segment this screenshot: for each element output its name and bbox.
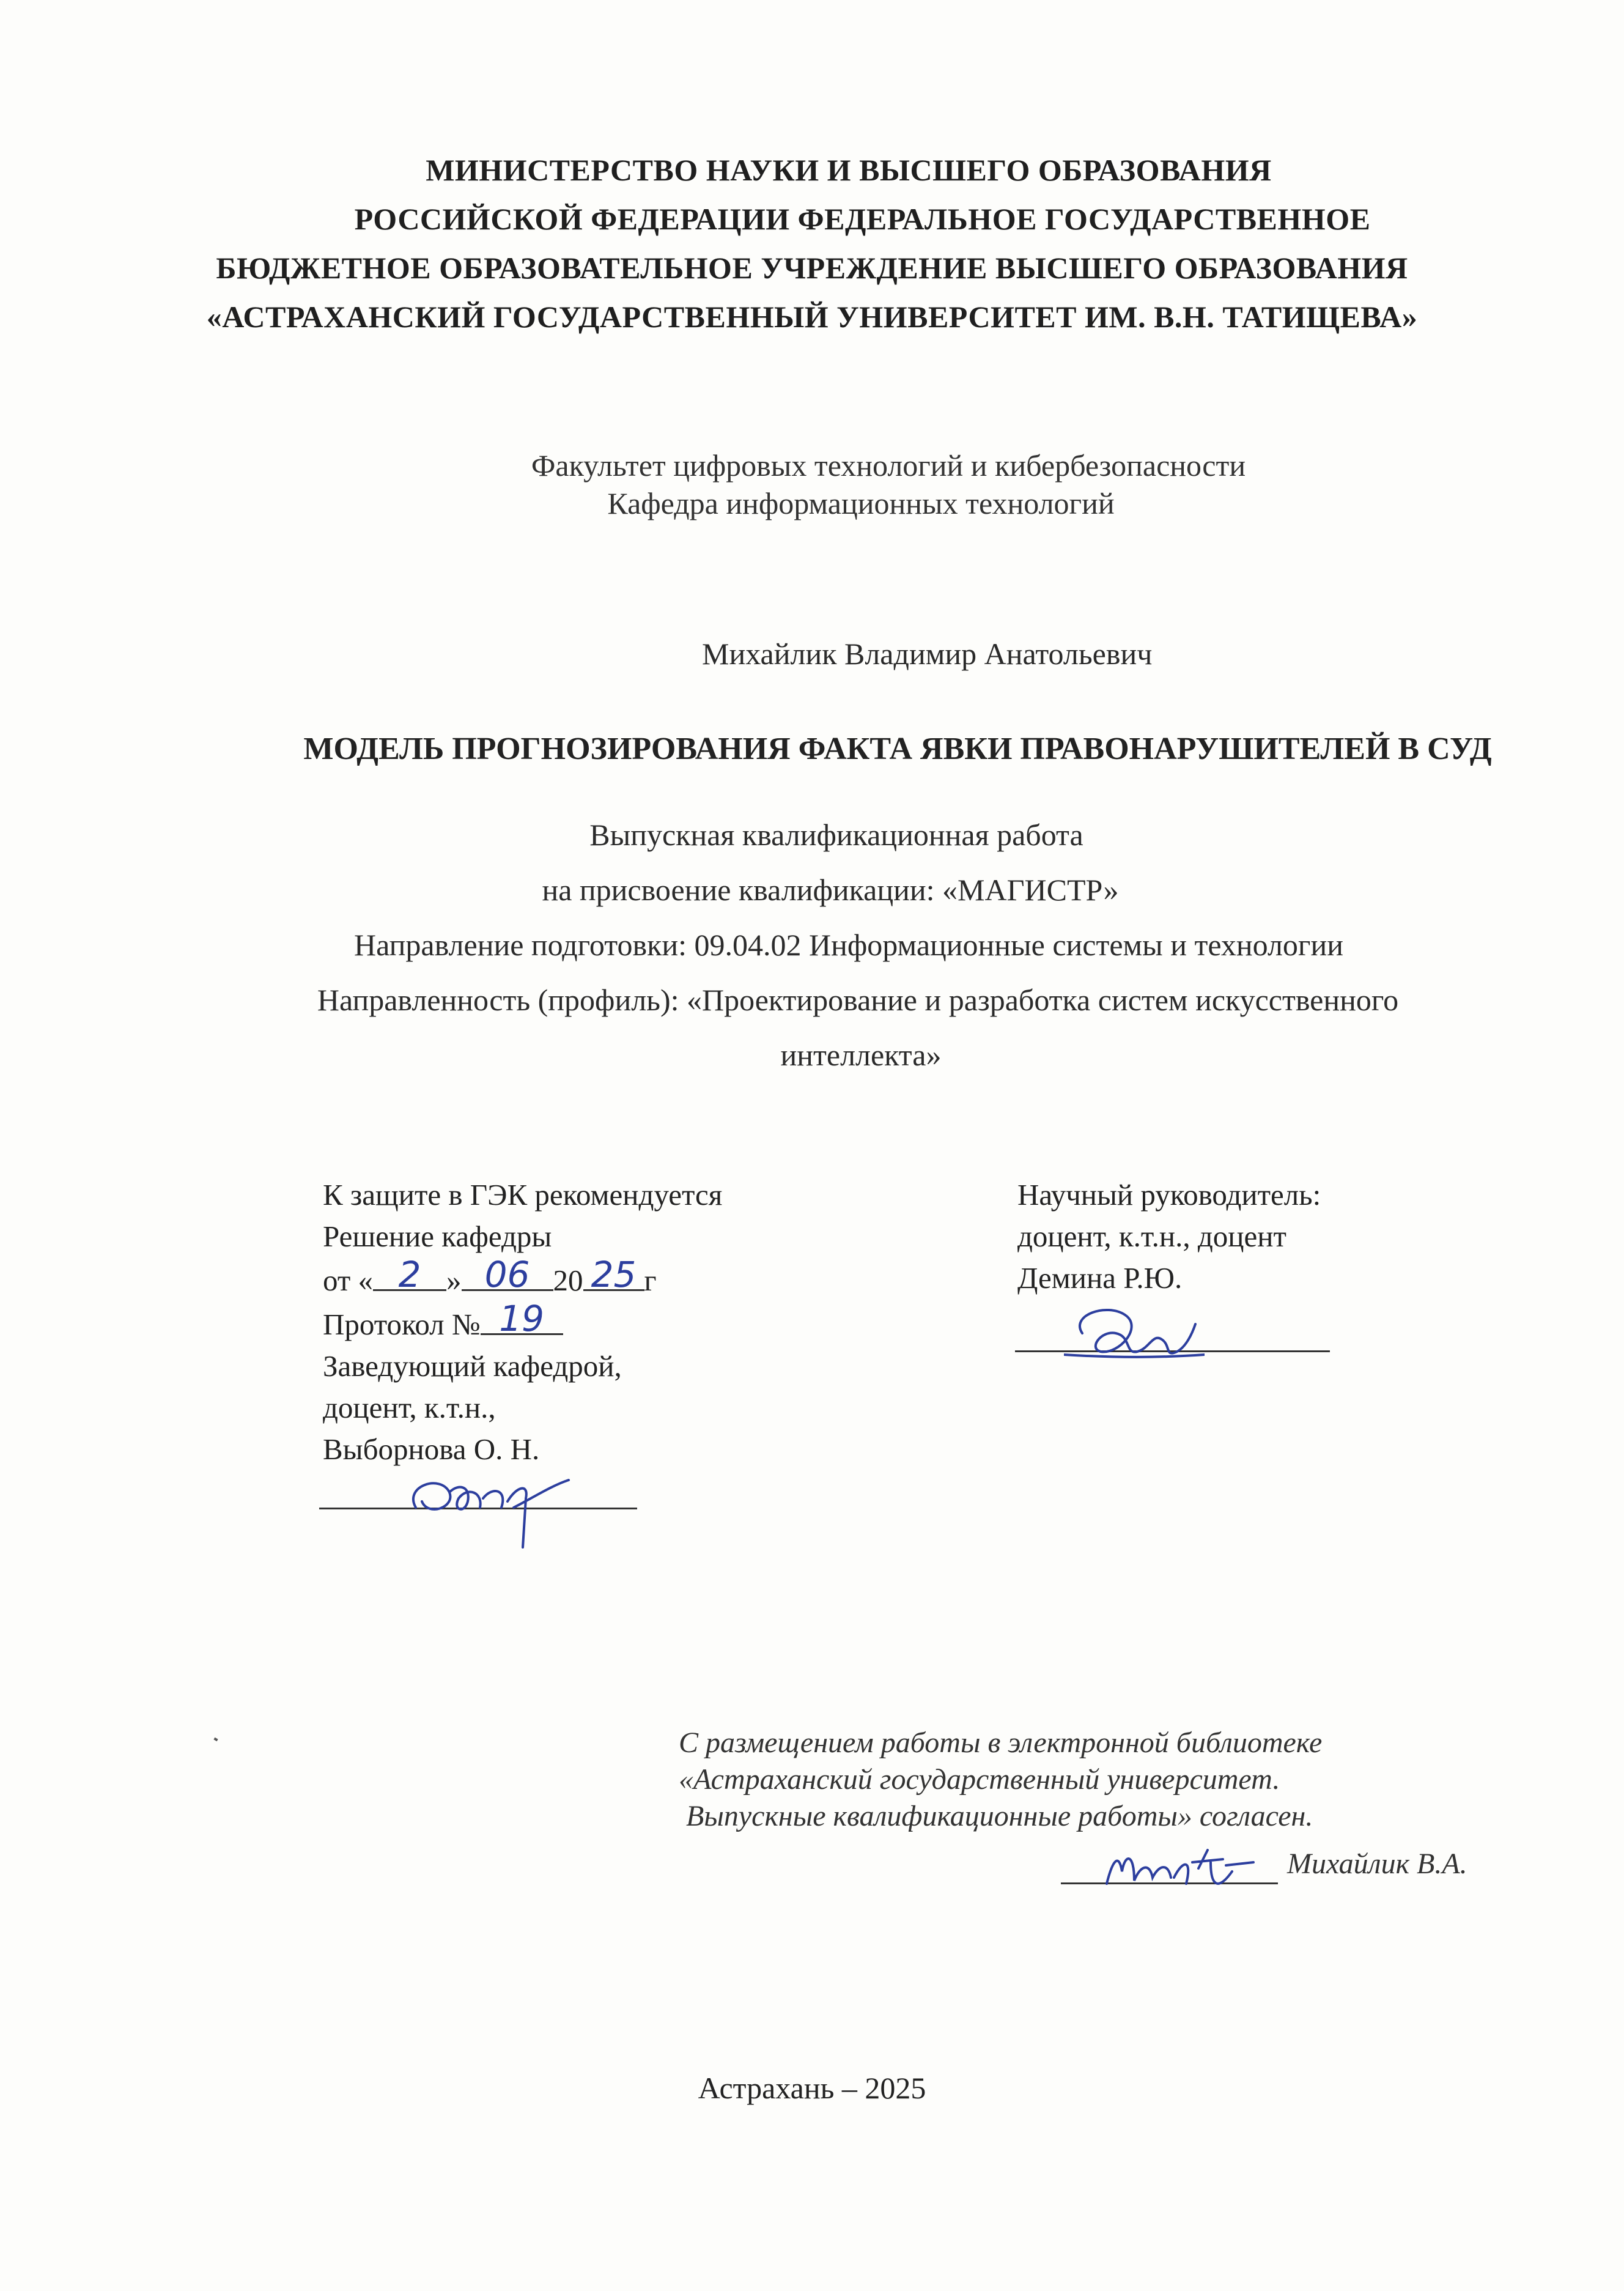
faculty-name: Факультет цифровых технологий и кибербезопасности <box>531 448 1246 483</box>
date-year-field <box>583 1254 644 1295</box>
date-month: 06 <box>484 1254 530 1295</box>
thesis-title: МОДЕЛЬ ПРОГНОЗИРОВАНИЯ ФАКТА ЯВКИ ПРАВОНАРУШИТЕЛЕЙ В СУД <box>303 731 1492 766</box>
date-day: 2 <box>398 1254 421 1295</box>
consent-line-3: Выпускные квалификационные работы» согласен. <box>686 1800 1313 1832</box>
supervisor-label: Научный руководитель: <box>1017 1178 1321 1212</box>
date-suffix: г <box>644 1264 657 1297</box>
date-day-field <box>373 1254 446 1295</box>
header-line-3: БЮДЖЕТНОЕ ОБРАЗОВАТЕЛЬНОЕ УЧРЕЖДЕНИЕ ВЫСШЕГО ОБРАЗОВАНИЯ <box>216 251 1408 285</box>
head-degree: доцент, к.т.н., <box>323 1391 496 1424</box>
protocol <box>323 1298 722 1345</box>
header-line-1: МИНИСТЕРСТВО НАУКИ И ВЫСШЕГО ОБРАЗОВАНИЯ <box>426 153 1272 187</box>
date-month-field <box>462 1254 553 1295</box>
supervisor-signature-icon <box>1064 1297 1205 1370</box>
defense-decision: Решение кафедры <box>323 1220 552 1253</box>
profile-line-2: интеллекта» <box>780 1038 942 1072</box>
consent-signature-icon <box>1101 1835 1260 1902</box>
supervisor-block <box>1017 1174 1321 1299</box>
department-name: Кафедра информационных технологий <box>607 486 1115 520</box>
work-description <box>0 807 1624 1083</box>
consent-block <box>679 1725 1322 1835</box>
head-name: Выборнова О. Н. <box>323 1432 540 1466</box>
defense-recommended: К защите в ГЭК рекомендуется <box>323 1178 723 1212</box>
head-signature-icon <box>391 1449 575 1553</box>
protocol-number-field <box>481 1298 563 1339</box>
profile-line-1: Направленность (профиль): «Проектирование и разработка систем искусственного <box>317 983 1399 1017</box>
header-line-2: РОССИЙСКОЙ ФЕДЕРАЦИИ ФЕДЕРАЛЬНОЕ ГОСУДАРСТВЕННОЕ <box>354 202 1371 236</box>
defense-block <box>323 1174 722 1470</box>
consent-line-1: С размещением работы в электронной библиотеке <box>679 1727 1323 1759</box>
ministry-header <box>0 146 1624 341</box>
consent-signer: Михайлик В.А. <box>1287 1848 1467 1880</box>
supervisor-name: Демина Р.Ю. <box>1017 1261 1183 1295</box>
faculty-block <box>0 446 1624 522</box>
header-line-4: «АСТРАХАНСКИЙ ГОСУДАРСТВЕННЫЙ УНИВЕРСИТЕТ ИМ. В.Н. ТАТИЩЕВА» <box>206 300 1418 334</box>
protocol-number: 19 <box>499 1298 545 1339</box>
defense-date <box>323 1254 722 1301</box>
date-year-prefix: 20 <box>553 1264 583 1297</box>
city-year: Астрахань – 2025 <box>698 2071 926 2105</box>
consent-line-2: «Астраханский государственный университет. <box>679 1763 1280 1796</box>
supervisor-degree: доцент, к.т.н., доцент <box>1017 1220 1286 1253</box>
protocol-label: Протокол № <box>323 1308 481 1341</box>
qualification: на присвоение квалификации: «МАГИСТР» <box>542 873 1119 907</box>
author-name: Михайлик Владимир Анатольевич <box>702 637 1153 671</box>
date-prefix: от « <box>323 1264 374 1297</box>
direction: Направление подготовки: 09.04.02 Информационные системы и технологии <box>354 928 1343 962</box>
head-label: Заведующий кафедрой, <box>323 1349 622 1383</box>
stray-mark <box>213 1738 218 1741</box>
date-year: 25 <box>591 1254 637 1295</box>
date-mid: » <box>446 1264 462 1297</box>
work-type: Выпускная квалификационная работа <box>589 818 1083 852</box>
